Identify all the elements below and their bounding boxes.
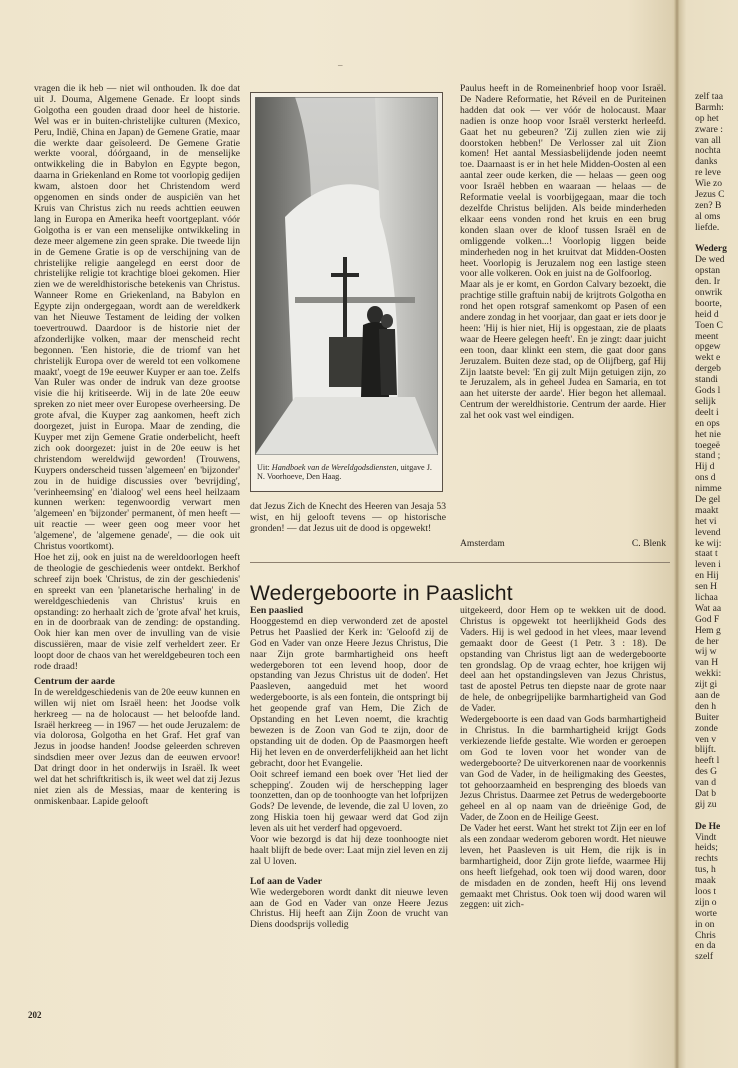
strip-line: van H [695,657,719,669]
strip-line: staat t [695,548,718,560]
page-number: 202 [28,1010,42,1020]
strip-line: lichaa [695,591,718,603]
strip-line: in on [695,918,715,930]
strip-line: nimme [695,483,722,495]
strip-line: stand ; [695,450,721,462]
signature-author: C. Blenk [631,538,666,549]
strip-line: het nie [695,428,721,440]
paragraph: Ooit schreef iemand een boek over 'Het lied der schepping'. Zouden wij de herschepping lager toonzetten, dan op de toonhoogte van het lofprijzen Gods? De levende, de levende, die zal U loven, zo zong Hiskia toen hij gewaar werd dat God zijn leven als uit het verderf had opgevoerd. [250,768,448,835]
strip-line: Hij d [695,461,715,473]
strip-line: leven i [695,559,721,571]
strip-line: tus, h [695,864,716,876]
strip-line: den. Ir [695,276,721,288]
strip-line: liefde. [695,221,720,233]
strip-line: De wed [695,254,725,266]
section-heading-paaslied: Een paaslied [250,605,304,616]
strip-line: Wat aa [695,602,722,614]
tomb-photo [255,97,438,455]
strip-line: De gel [695,493,721,505]
strip-line: wekt e [695,352,721,364]
strip-line: en da [695,940,716,952]
strip-line: levend [695,526,721,538]
strip-line: des G [695,766,718,778]
article-2-column-a-body-2 [250,888,448,932]
strip-line: den h [695,700,717,712]
strip-line: zen? B [695,199,722,211]
strip-line: Jezus C [695,189,725,201]
strip-line: en Hij [695,570,719,582]
article-2-column-b [460,606,666,911]
paragraph: Maar als je er komt, en Gordon Calvary bezoekt, die prachtige stille graftuin nabij de krijtrots Golgotha en rond het open rotsgraf samenkomt op Pasen of een andere zondag in het voorjaar, dan gaat er iets door je heen: 'Hij is hier niet, Hij is opgestaan, zie de plaats waar de Heere gelegen heeft'. En je zingt: daar juicht een toon, daar klinkt een stem, die gaat door gans Jeruzalem. Buiten deze stad, op de Olijfberg, gaf Hij Zijn laatste bevel: 'En gij zult Mijn getuigen zijn, zo te Jeruzalem, als in geheel Judea en Samaria, en tot aan het uiterste der aarde'. Hier begon het allemaal. Centrum der wereldhistorie. Centrum der aarde. Hier zal het ook vast wel eindigen. [460,279,666,422]
strip-line: zonde [695,722,718,734]
strip-line: aan de [695,689,720,701]
signature-place: Amsterdam [460,538,505,549]
strip-line: danks [695,156,718,168]
strip-line: zijt gi [695,679,718,691]
strip-line: van d [695,777,717,789]
strip-line: toegeë [695,439,721,451]
strip-line: zijn o [695,896,717,908]
column-2-upper-text: dat Jezus Zich de Knecht des Heeren van Jesaja 53 wist, en hij gelooft tevens — op historische gronden! — dat Jezus uit de dood is opgewekt! [250,501,446,534]
strip-line: dergeb [695,363,721,375]
strip-line: maak [695,875,716,887]
column-3-upper [460,84,666,422]
strip-line: maakt [695,504,719,516]
strip-line: gij zu [695,798,717,810]
strip-line: worte [695,907,717,919]
strip-line: heeft l [695,755,720,767]
strip-line: heid d [695,308,719,320]
strip-line: zelf taa [695,92,723,102]
strip-line: sen H [695,581,718,593]
strip-line: selijk [695,395,716,407]
paragraph: In de wereldgeschiedenis van de 20e eeuw kunnen en willen wij niet om Israël heen: het Joodse volk herkreeg — na de holocaust — het beloofde land. Israël herkreeg — in 1967 — het oude Jeruzalem: de via dolorosa, Golgotha en het Graf. Het graf van Jezus in joodse handen! Joodse geleerden schreven sindsdien meer over Jezus dan de eeuwen ervoor! Dat dringt door in het onderwijs in Israël. Ik weet wel dat het schriftkritisch is, ik weet wel dat zij Jezus niet zien als de Messias, maar de kentering is onmiskenbaar. Lapide gelooft [34,686,240,807]
caption-suffix: , uitgave J. N. Voorhoeve, Den Haag. [257,463,432,482]
strip-line: rechts [695,853,718,865]
page-gutter [674,0,680,1068]
paragraph: Hooggestemd en diep verwonderd zet de apostel Petrus het Paaslied der Kerk in: 'Geloofd zij de God en Vader van onze Heere Jezus Christus, Die naar Zijn grote barmhartigheid ons heeft wedergeboren tot een levend hoop, door de opstanding van Jezus Christus uit de doden'. Het Paasleven, aangeduid met het woord wedergeboorte, is als een fontein, die ontspringt bij het geopende graf van Hem, Die Zich de Opstanding en het Leven noemt, die krachtig bewezen is de Zoon van God te zijn, door de opstanding uit de doden. Op de Paasmorgen heeft Hij het leven en de onverderfelijkheid aan het licht gebracht, door het Evangelie. [250,615,448,769]
strip-line: Buiter [695,711,719,723]
strip-line: het vi [695,515,717,527]
caption-prefix: Uit: [257,463,272,472]
next-page-strip [695,92,738,963]
paragraph: Hoe het zij, ook en juist na de wereldoorlogen heeft de theologie de geschiedenis weer ontdekt. Berkhof schreef zijn boek 'Christus, de zin der geschiedenis' en spreekt van een 'planetarische herhaling' in de wereldgeschiedenis van Christus' kruis en opstanding: zo herhaalt zich de 'grote afval' het kruis, en in de doorbraak van de zending: de opstanding. Ook hier kan men over de invulling van de visie discussiëren, maar de visie zelf verheldert zeer. Er loopt door de chaos van het wereldgebeuren toch een rode draad! [34,551,240,673]
strip-line: loos t [695,886,717,898]
column-3-body [460,84,666,422]
paragraph: Wedergeboorte is een daad van Gods barmhartigheid in Christus. In die barmhartigheid krijgt Gods verkiezende liefde gestalte. Wie worden er geroepen om God te loven voor het wonder van de wedergeboorte? De uitverkorenen naar de voorkennis van God de Vader, in de heiligmaking des Geestes, tot gehoorzaamheid en besprenging des bloeds van Jezus Christus. Daarmee zet Petrus de wedergeboorte geheel en al op naam van de drieënige God, de Vader, de Zoon en de Heilige Geest. [460,714,666,824]
photo-figure [250,92,443,492]
strip-line: blijft. [695,744,717,756]
paragraph: Voor wie bezorgd is dat hij deze toonhoogte niet haalt blijft de bede over: Laat mijn ziel leven en zij zal U loven. [250,834,448,867]
strip-line: van all [695,134,721,146]
article-headline: Wedergeboorte in Paaslicht [250,582,513,605]
paragraph: uitgekeerd, door Hem op te wekken uit de dood. Christus is opgewekt tot heerlijkheid Gods des Vaders. Hij is wel gedood in het vlees, maar levend gemaakt door de Geest (1 Petr. 3 : 18). De opstanding van Christus ligt aan de wedergeboorte ten grondslag. Op de vraag echter, hoe krijgen wij deel aan het opstandingsleven van Jezus Christus, tast de apostel Petrus ten diepste naar de grote naar de hele, de onbegrijpelijke barmhartigheid van God de Vader. [460,605,666,715]
strip-line: ven v [695,733,717,745]
strip-line: Chris [695,929,716,941]
signature-line [460,538,666,549]
strip-line: boorte, [695,297,722,309]
strip-line: Gods l [695,385,721,397]
paragraph: Paulus heeft in de Romeinenbrief hoop voor Israël. De Nadere Reformatie, het Réveil en de Puriteinen hadden dat ook — ver vóór de holocaust. Maar nadien is onze hoop voor Israël versterkt herleefd. Gaat het nu gebeuren? 'Zij zullen zien wie zij doorstoken hebben!' De Verlosser zal uit Zion komen! Het aantal Messiasbelijdende joden neemt toe. Daarnaast is er in het hele Midden-Oosten al een aantal zeer oude kerken, die — helaas — geen oog voor Israël hebben en waaraan — helaas — de Reformatie veelal is voorbijgegaan, maar die toch dezelfde Christus belijden. Als beide minderheden elkaar eens vonden rond het kruis en een brug konden slaan over de kloof tussen Israël en de omliggende volken...! Voorlopig liggen beide minderheden nog in het kruitvat dat Midden-Oosten heet. Voorlopig is Jeruzalem nog een lastige steen voor alle volkeren. Ook en juist na de Golfoorlog. [460,83,666,280]
strip-line: nochta [695,145,721,157]
column-2-upper [250,502,446,535]
strip-line: Barmh: [695,101,724,113]
photo-caption [257,463,437,482]
strip-line: de her [695,635,719,647]
strip-line: al oms [695,210,721,222]
strip-line: ke wij: [695,537,722,549]
strip-line: Dat b [695,788,717,799]
strip-line: Wie zo [695,178,723,190]
column-1-body [34,84,240,673]
article-divider [250,562,670,563]
paragraph: Wie wedergeboren wordt dankt dit nieuwe leven aan de God en Vader van onze Heere Jezus Christus. Hij heeft aan Zijn Zoon de vrucht van Diens doodsprijs volledig [250,886,448,931]
strip-line: Hem g [695,624,721,636]
strip-line: heids; [695,842,718,854]
column-1-body-2 [34,688,240,808]
column-1 [34,84,240,808]
article-2-column-a [250,606,448,931]
strip-line: Vindt [695,831,717,843]
strip-line: wij w [695,646,717,658]
strip-line: op het [695,112,719,124]
strip-line: God F [695,613,720,625]
section-heading-lof: Lof aan de Vader [250,875,323,887]
strip-line: en ops [695,417,720,429]
strip-line: wekki: [695,668,722,680]
section-heading-centrum: Centrum der aarde [34,675,115,687]
article-2-column-a-body [250,617,448,868]
strip-line: onwrik [695,287,723,299]
strip-line: De He [695,820,721,832]
paragraph: vragen die ik heb — niet wil onthouden. Ik doe dat uit J. Douma, Algemene Genade. Er loopt sinds Golgotha een gouden draad door heel de historie. Wel was er in buiten-christelijke culturen (Mexico, Peru, Indië, China en Japan) de Gemene Gratie, maar die werkte daar geïsoleerd. De Gemene Gratie werkte vooral, dóórgaand, in de menselijke ontwikkeling die in Babylon en Egypte begon, daarna in Griekenland en Rome tot voorlopig gedijen kwam, alstoen door het Christendom werd opgenomen en sinds onder de auspiciën van het Kruis van Christus zich nu reeds achttien eeuwen lang in Europa en Amerika heeft voortgeplant. vóór Golgotha is er van een menselijke ontwikkeling in deze meer algemene zin geen sprake. Die tweede lijn in de Gemene Gratie is op de verschijning van de christelijke religie aangelegd en eerst door de christelijke religie tot krachtige bloei gekomen. Hier zien we de wereldhistorische betekenis van Christus. Wanneer Rome en Griekenland, na Babylon en Egypte zijn ondergegaan, wordt aan de wereldkerk van het Nieuwe Testament de leiding der volken toevertrouwd. Daardoor is de historie niet der afzonderlijke volken, maar der menscheid recht begonnen. 'Een historie, die de triomf van het christelijk Europa over de wereld tot een volkomene maakt', voegt de 19e eeuwer Kuyper er aan toe. Zelfs Van Ruler was onder de indruk van deze grootse visie die hij kritiseerde. Wij in de late 20e eeuw spreken zo niet meer over Europese overheersing. De grote afval, die Kuyper zag aankomen, heeft zich doorgezet, juist in Europa. Maar de zending, die Kuyper met zijn Gemene Gratie onderbelicht, heeft zich ook doorgezet: juist in de 20e eeuw is het christendom wereldwijd geworden! (Trouwens, Kuypers onderscheid tussen 'algemeen' en 'bijzonder' zou in de huidige discussies over 'bevrijding', 'verinheemsing' en 'dialoog' wel eens heel heilzaam kunnen werken: tegenwoordig verwart men 'algemeen' en 'bijzonder' permanent, òf men heeft — uit reactie — weer geen oog meer voor het 'algemene', de 'algemene genade', — die ook uit Christus voortkomt). [34,83,240,553]
strip-line: opgew [695,341,721,353]
strip-line: szelf [695,951,714,963]
strip-line: opstan [695,265,721,277]
top-mark: – [338,60,343,70]
paragraph: De Vader het eerst. Want het strekt tot Zijn eer en lof als een zondaar wederom geboren wordt. Het nieuwe leven, het Paasleven is uit Hem, die rijk is in barmhartigheid, door Zijn grote liefde, waarmee Hij ons heeft liefgehad, ook toen wij dood waren, door de misdaden en de zonden, heeft Hij ons levend gemaakt met Christus. Ook toen wij dood waren wil zeggen: uit zich- [460,823,666,911]
strip-line: Wederg [695,243,727,255]
strip-line: zware : [695,123,723,135]
strip-line: re leve [695,167,721,179]
strip-line: Toen C [695,319,723,331]
strip-line: deelt i [695,406,719,418]
caption-title: Handboek van de Wereldgodsdiensten [271,463,397,472]
article-2-column-b-body [460,606,666,911]
strip-line: ons d [695,472,716,484]
strip-line: standi [695,374,718,386]
strip-line: meent [695,330,719,342]
